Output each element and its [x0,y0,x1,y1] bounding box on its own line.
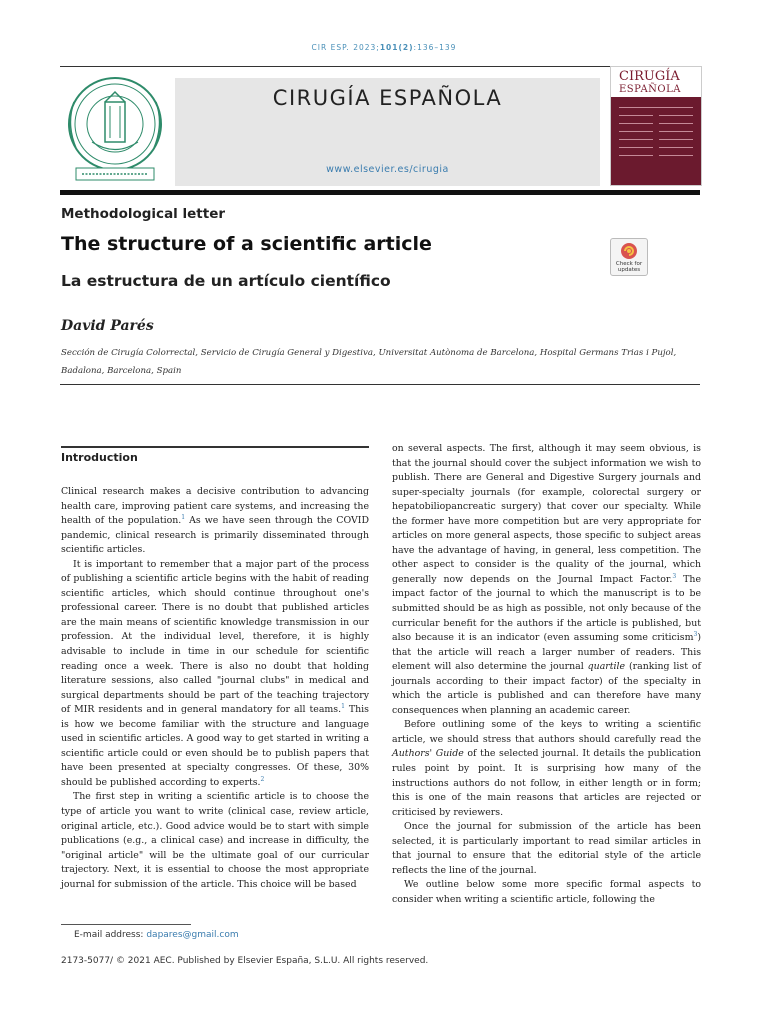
cover-text-line [619,115,653,116]
left-text-column [61,485,369,892]
citation-prefix: CIR ESP. 2023; [311,43,380,52]
text-span: on several aspects. The first, although it may seem obvious, is that the journal should cover the subject information we wish to publish. There are General and Digestive Surgery journals and super-specialty journals (for example, colorectal surgery or hepatobiliopancreatic surgery) that cover our specialty. While the former have more competition but are very appropriate for articles on more general aspects, those specific to subject areas have the advantage of having, in general, less competition. The other aspect to consider is the quality of the journal, which generally now depends on the Journal Impact Factor. [392,443,701,585]
paragraph: We outline below some more specific formal aspects to consider when writing a scientific article, following the [392,879,701,905]
article-type: Methodological letter [61,206,226,222]
reference-link[interactable]: 3 [693,630,698,638]
check-updates-icon [620,242,638,260]
journal-cover-thumbnail [610,66,702,186]
cover-name-line2: ESPAÑOLA [619,84,681,95]
section-rule [61,446,369,448]
paragraph [392,442,701,718]
society-seal-logo [62,72,168,186]
footnote-rule [61,924,191,925]
paragraph: Once the journal for submission of the article has been selected, it is particularly important to read similar articles in that journal to ensure that the editorial style of the article reflects the line of the journal. [392,821,701,876]
check-for-updates-button[interactable] [610,238,648,276]
text-span: Clinical research makes a decisive contribution to advancing health care, improving patient care systems, and increasing the health of the population. [61,486,369,527]
italic-term: Authors' Guide [392,748,464,760]
cover-text-line [659,139,693,140]
journal-title: CIRUGÍA ESPAÑOLA [272,86,503,110]
cover-text-line [619,107,693,108]
reference-link[interactable]: 2 [260,775,265,783]
cover-text-line [619,147,653,148]
text-span: of the selected journal. It details the publication rules point by point. It is surprising how many of the instructions authors do not follow, in either length or in form; this is one of the main reasons that articles are rejected or criticised by reviewers. [392,748,701,818]
paragraph [61,485,369,558]
email-label: E-mail address: [74,930,147,940]
journal-url-link[interactable]: www.elsevier.es/cirugia [326,164,449,175]
cover-text-line [619,139,653,140]
paragraph [61,558,369,791]
text-span: (ranking list of journals according to their impact factor) of the specialty in which the article is published and can therefore have many consequences when planning an academic career. [392,661,701,716]
cover-text-line [619,155,653,156]
text-span: As we have seen through the COVID pandemic, clinical research is primarily disseminated through scientific articles. [61,515,369,556]
citation-pages: :136–139 [413,43,457,52]
cover-text-line [619,131,653,132]
text-span: The impact factor of the journal to which the manuscript is to be submitted should be as high as possible, not only because of the curricular benefit for the authors if the article is published, but also because it is an indicator (even assuming some criticism [392,573,701,644]
paragraph: The first step in writing a scientific article is to choose the type of article you want to write (clinical case, review article, original article, etc.). Good advice would be to start with simple publications (e.g., a clinical case) and increase in difficulty, the "original article" will be the ultimate goal of our curricular trajectory. Next, it is essential to choose the most appropriate journal for submission of the article. This choice will be based [61,791,369,890]
reference-link[interactable]: 1 [181,513,186,521]
email-link[interactable]: dapares@gmail.com [146,930,239,940]
copyright-notice: 2173-5077/ © 2021 AEC. Published by Elsevier España, S.L.U. All rights reserved. [61,956,429,966]
text-span: Before outlining some of the keys to writing a scientific article, we should stress that authors should carefully read the [392,719,701,745]
article-title-english: The structure of a scientific article [61,233,432,255]
header-top-rule [60,66,700,67]
check-updates-label: Check for updates [615,261,643,273]
cover-text-line [659,147,693,148]
cover-text-line [659,123,693,124]
author-affiliation: Sección de Cirugía Colorrectal, Servicio de Cirugía General y Digestiva, Universitat Autònoma de Barcelona, Hospital Germans Trias i Pujol, Badalona, Barcelona, Spain [61,348,677,376]
journal-citation [0,43,768,52]
cover-text-line [659,115,693,116]
author-name: David Parés [61,318,154,334]
cover-name-line1: CIRUGÍA [619,69,680,84]
cover-text-line [659,155,693,156]
reference-link[interactable]: 3 [672,572,677,580]
article-title-spanish: La estructura de un artículo científico [61,272,391,290]
paragraph [392,718,701,820]
right-text-column [392,442,701,908]
affiliation-rule [60,384,700,385]
citation-volume: 101(2) [379,43,414,52]
reference-link[interactable]: 1 [341,703,345,711]
header-bottom-rule [60,190,700,195]
cover-text-line [619,123,653,124]
text-span: This is how we become familiar with the structure and language used in scientific articles. A good way to get started in writing a scientific article could or even should be to publish papers that have been presented at specialty congresses. Of these, 30% should be published according to experts. [61,704,369,788]
text-span: ) that the article will reach a larger number of readers. This element will also determine the journal [392,632,701,673]
corresponding-email-footnote [74,930,239,940]
italic-term: quartile [587,661,626,673]
section-heading-introduction: Introduction [61,451,138,464]
cover-text-line [659,131,693,132]
text-span: It is important to remember that a major part of the process of publishing a scientific article begins with the habit of reading scientific articles, which should continue throughout one's professional career. There is no doubt that published articles are the main means of scientific knowledge transmission in our profession. At the individual level, therefore, it is highly advisable to include in time in our schedule for scientific reading once a week. There is also no doubt that holding literature sessions, also called "journal clubs" in medical and surgical departments should be part of the teaching trajectory of MIR residents and in general mandatory for all teams. [61,558,369,716]
